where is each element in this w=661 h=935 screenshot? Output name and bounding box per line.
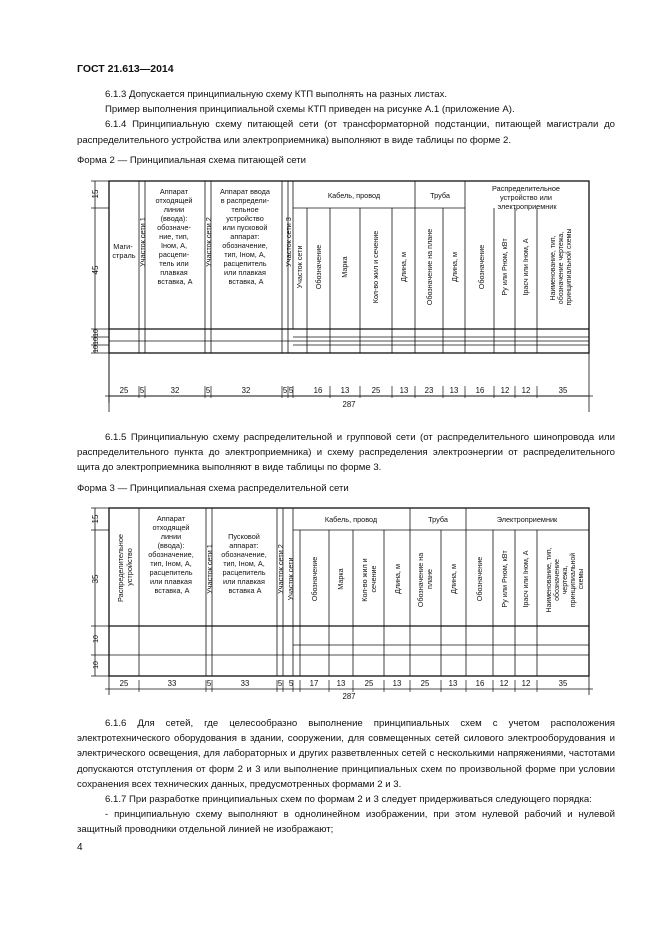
form3-height-label: 10: [93, 661, 100, 669]
form3-col-designation: Обозначение: [310, 556, 319, 602]
form3-col-length: Длина, м: [393, 564, 402, 594]
form2-dim: 12: [521, 386, 531, 395]
form2-dim: 32: [241, 386, 251, 395]
form2-dim: 25: [119, 386, 129, 395]
form2-col-plan-designation: Обозначение на плане: [425, 228, 434, 306]
form2-dim: 35: [558, 386, 568, 395]
form2-col-length: Длина, м: [399, 252, 408, 282]
form2-col-power: Pу или Pном, кВт: [500, 238, 509, 296]
form2-pipe-header: Труба: [430, 191, 450, 200]
form2-dim: 5: [139, 386, 145, 395]
form3-dim: 12: [521, 679, 531, 688]
form3-pipe-header: Труба: [428, 515, 448, 524]
form3-caption: Форма 3 — Принципиальная схема распределительной сети: [77, 483, 349, 494]
form3-dim: 13: [392, 679, 402, 688]
form3-height-label: 10: [93, 635, 100, 643]
form3-section2-header: Участок сети 2: [276, 544, 285, 594]
form3-dim: 5: [288, 679, 294, 688]
form2-col-section: Участок сети: [295, 245, 304, 289]
form3-dim: 12: [499, 679, 509, 688]
form3-col-pipe-length: Длина, м: [449, 564, 458, 594]
form2-height-label: 10: [93, 337, 100, 345]
form3-apparatus-header: Аппарат отходящей линии (ввода): обозначение, тип, Iном, А, расцепитель или плавкая вставка, А: [148, 514, 194, 595]
form3-total-dim: 287: [342, 692, 356, 701]
form3-col-name: Наименование, тип, обозначение чертежа, принципиальной схемы: [546, 547, 585, 613]
form2-dim: 5: [288, 386, 294, 395]
form3-dim: 5: [206, 679, 212, 688]
form2-col-pipe-length: Длина, м: [450, 252, 459, 282]
form2-dim: 5: [282, 386, 288, 395]
form3-dim: 13: [448, 679, 458, 688]
form3-col-plan-designation: Обозначение на плане: [416, 552, 434, 608]
form2-dim: 12: [500, 386, 510, 395]
paragraph-6-1-3: 6.1.3 Допускается принципиальную схему КТП выполнять на разных листах.: [105, 89, 448, 100]
form2-dim: 13: [449, 386, 459, 395]
form2-dim: 5: [205, 386, 211, 395]
form3-dim: 33: [240, 679, 250, 688]
paragraph-6-1-7: 6.1.7 При разработке принципиальных схем по формам 2 и 3 следует придерживаться следующего порядка:: [105, 794, 592, 806]
section-6-1-6: [77, 716, 615, 838]
paragraph-6-1-4: 6.1.4 Принципиальную схему питающей сети (от трансформаторной подстанции, питающей магистрали до распределительного устройства или электроприемника) выполняют в виде таблицы по форме 2.: [77, 119, 615, 146]
form3-dim: 16: [475, 679, 485, 688]
form2-dim: 32: [170, 386, 180, 395]
form2-col-current: Iрасч или Iном, А: [521, 238, 530, 296]
form3-table: [0, 499, 661, 714]
form2-dim: 25: [371, 386, 381, 395]
form3-dim: 35: [558, 679, 568, 688]
form3-section1-header: Участок сети 1: [205, 544, 214, 594]
form3-dim: 25: [364, 679, 374, 688]
form3-starter-header: Пусковой аппарат: обозначение, тип, Iном, А, расцепитель или плавкая вставка А: [221, 532, 267, 595]
form3-cable-header: Кабель, провод: [324, 515, 378, 524]
form2-receiver-header: Распределительное устройство или электроприемник: [492, 184, 560, 211]
form3-height-label: 35: [91, 574, 100, 584]
form2-section1-header: Участок сети 1: [138, 217, 147, 267]
form3-col-section: Участок сети: [286, 557, 295, 601]
form2-col-name: Наименование, тип, обозначение чертежа, принципиальной схемы: [550, 228, 573, 306]
paragraph-single-line: - принципиальную схему выполняют в однолинейном изображении, при этом нулевой рабочий и нулевой защитный проводники отдельной линией не изображают;: [77, 809, 615, 836]
form2-col-brand: Марка: [340, 256, 349, 278]
form2-col-designation: Обозначение: [314, 244, 323, 290]
form2-section3-header: Участок сети 3: [284, 217, 293, 267]
form2-dim: 23: [424, 386, 434, 395]
form2-dim: 16: [313, 386, 323, 395]
form2-total-dim: 287: [342, 400, 356, 409]
page-number: 4: [77, 842, 83, 853]
section-6-1-3: [77, 87, 615, 148]
form2-section2-header: Участок сети 2: [204, 217, 213, 267]
form3-col-current: Iрасч или Iном, А: [521, 550, 530, 608]
form2-device-header: Аппарат ввода в распредели- тельное устройство или пусковой аппарат: обозначение, тип, Iном, А, расцепитель или плавкая вставка, А: [219, 187, 271, 286]
form2-caption: Форма 2 — Принципиальная схема питающей сети: [77, 155, 307, 166]
form3-col-power: Pу или Pном, кВт: [500, 550, 509, 608]
form2-dim: 13: [340, 386, 350, 395]
form2-magistral-header: Маги- страль: [112, 242, 136, 260]
form3-dim: 33: [167, 679, 177, 688]
paragraph-6-1-6: 6.1.6 Для сетей, где целесообразно выполнение принципиальных схем с учетом расположения электротехнического оборудования в здании, сооружении, для совмещенных сетей силового электрооборудования и электрического освещения, для лабораторных и других разветвленных сетей с несколькими напряжениями, частотами допускаются отступления от форм 2 и 3 или выполнение принципиальных схем по произвольной форме при условии сохранения всех технических данных, предусмотренных формами 2 и 3.: [77, 718, 615, 790]
form2-dim: 13: [399, 386, 409, 395]
form3-col-brand: Марка: [336, 568, 345, 590]
form3-height-label: 15: [91, 514, 100, 524]
form2-cable-header: Кабель, провод: [327, 191, 381, 200]
form2-height-label: 10: [93, 345, 100, 353]
section-6-1-5: [77, 430, 615, 476]
form2-height-label: 10: [93, 329, 100, 337]
form3-dim: 25: [119, 679, 129, 688]
form2-height-label: 15: [91, 189, 100, 199]
form3-device-header: Распределительное устройство: [116, 534, 134, 602]
paragraph-6-1-5: 6.1.5 Принципиальную схему распределительной и групповой сети (от распределительного шинопровода или распределительного пункта до электроприемника) и схему распределения электроэнергии от распределительного щита до электроприемника выполняют в виде таблицы по форме 3.: [77, 432, 615, 474]
form3-dim: 5: [277, 679, 283, 688]
form2-dim: 16: [475, 386, 485, 395]
form2-table: [0, 172, 661, 412]
form3-dim: 13: [336, 679, 346, 688]
paragraph-example-ktp: Пример выполнения принципиальной схемы КТП приведен на рисунке А.1 (приложение А).: [105, 104, 515, 116]
form2-height-label: 45: [91, 265, 100, 275]
form3-col-cores: Кол-во жил и сечение: [360, 558, 378, 602]
document-header: ГОСТ 21.613—2014: [77, 63, 174, 75]
form3-receiver-header: Электроприемник: [496, 515, 558, 524]
form3-dim: 25: [420, 679, 430, 688]
form3-col-receiver-designation: Обозначение: [475, 556, 484, 602]
form2-apparatus-header: Аппарат отходящей линии (ввода): обозначе- ние, тип, Iном, А, расцепи- тель или плавкая вставка, А: [155, 187, 193, 286]
form2-col-cores: Кол-во жил и сечение: [371, 230, 380, 304]
form2-col-receiver-designation: Обозначение: [477, 244, 486, 290]
form3-dim: 17: [309, 679, 319, 688]
